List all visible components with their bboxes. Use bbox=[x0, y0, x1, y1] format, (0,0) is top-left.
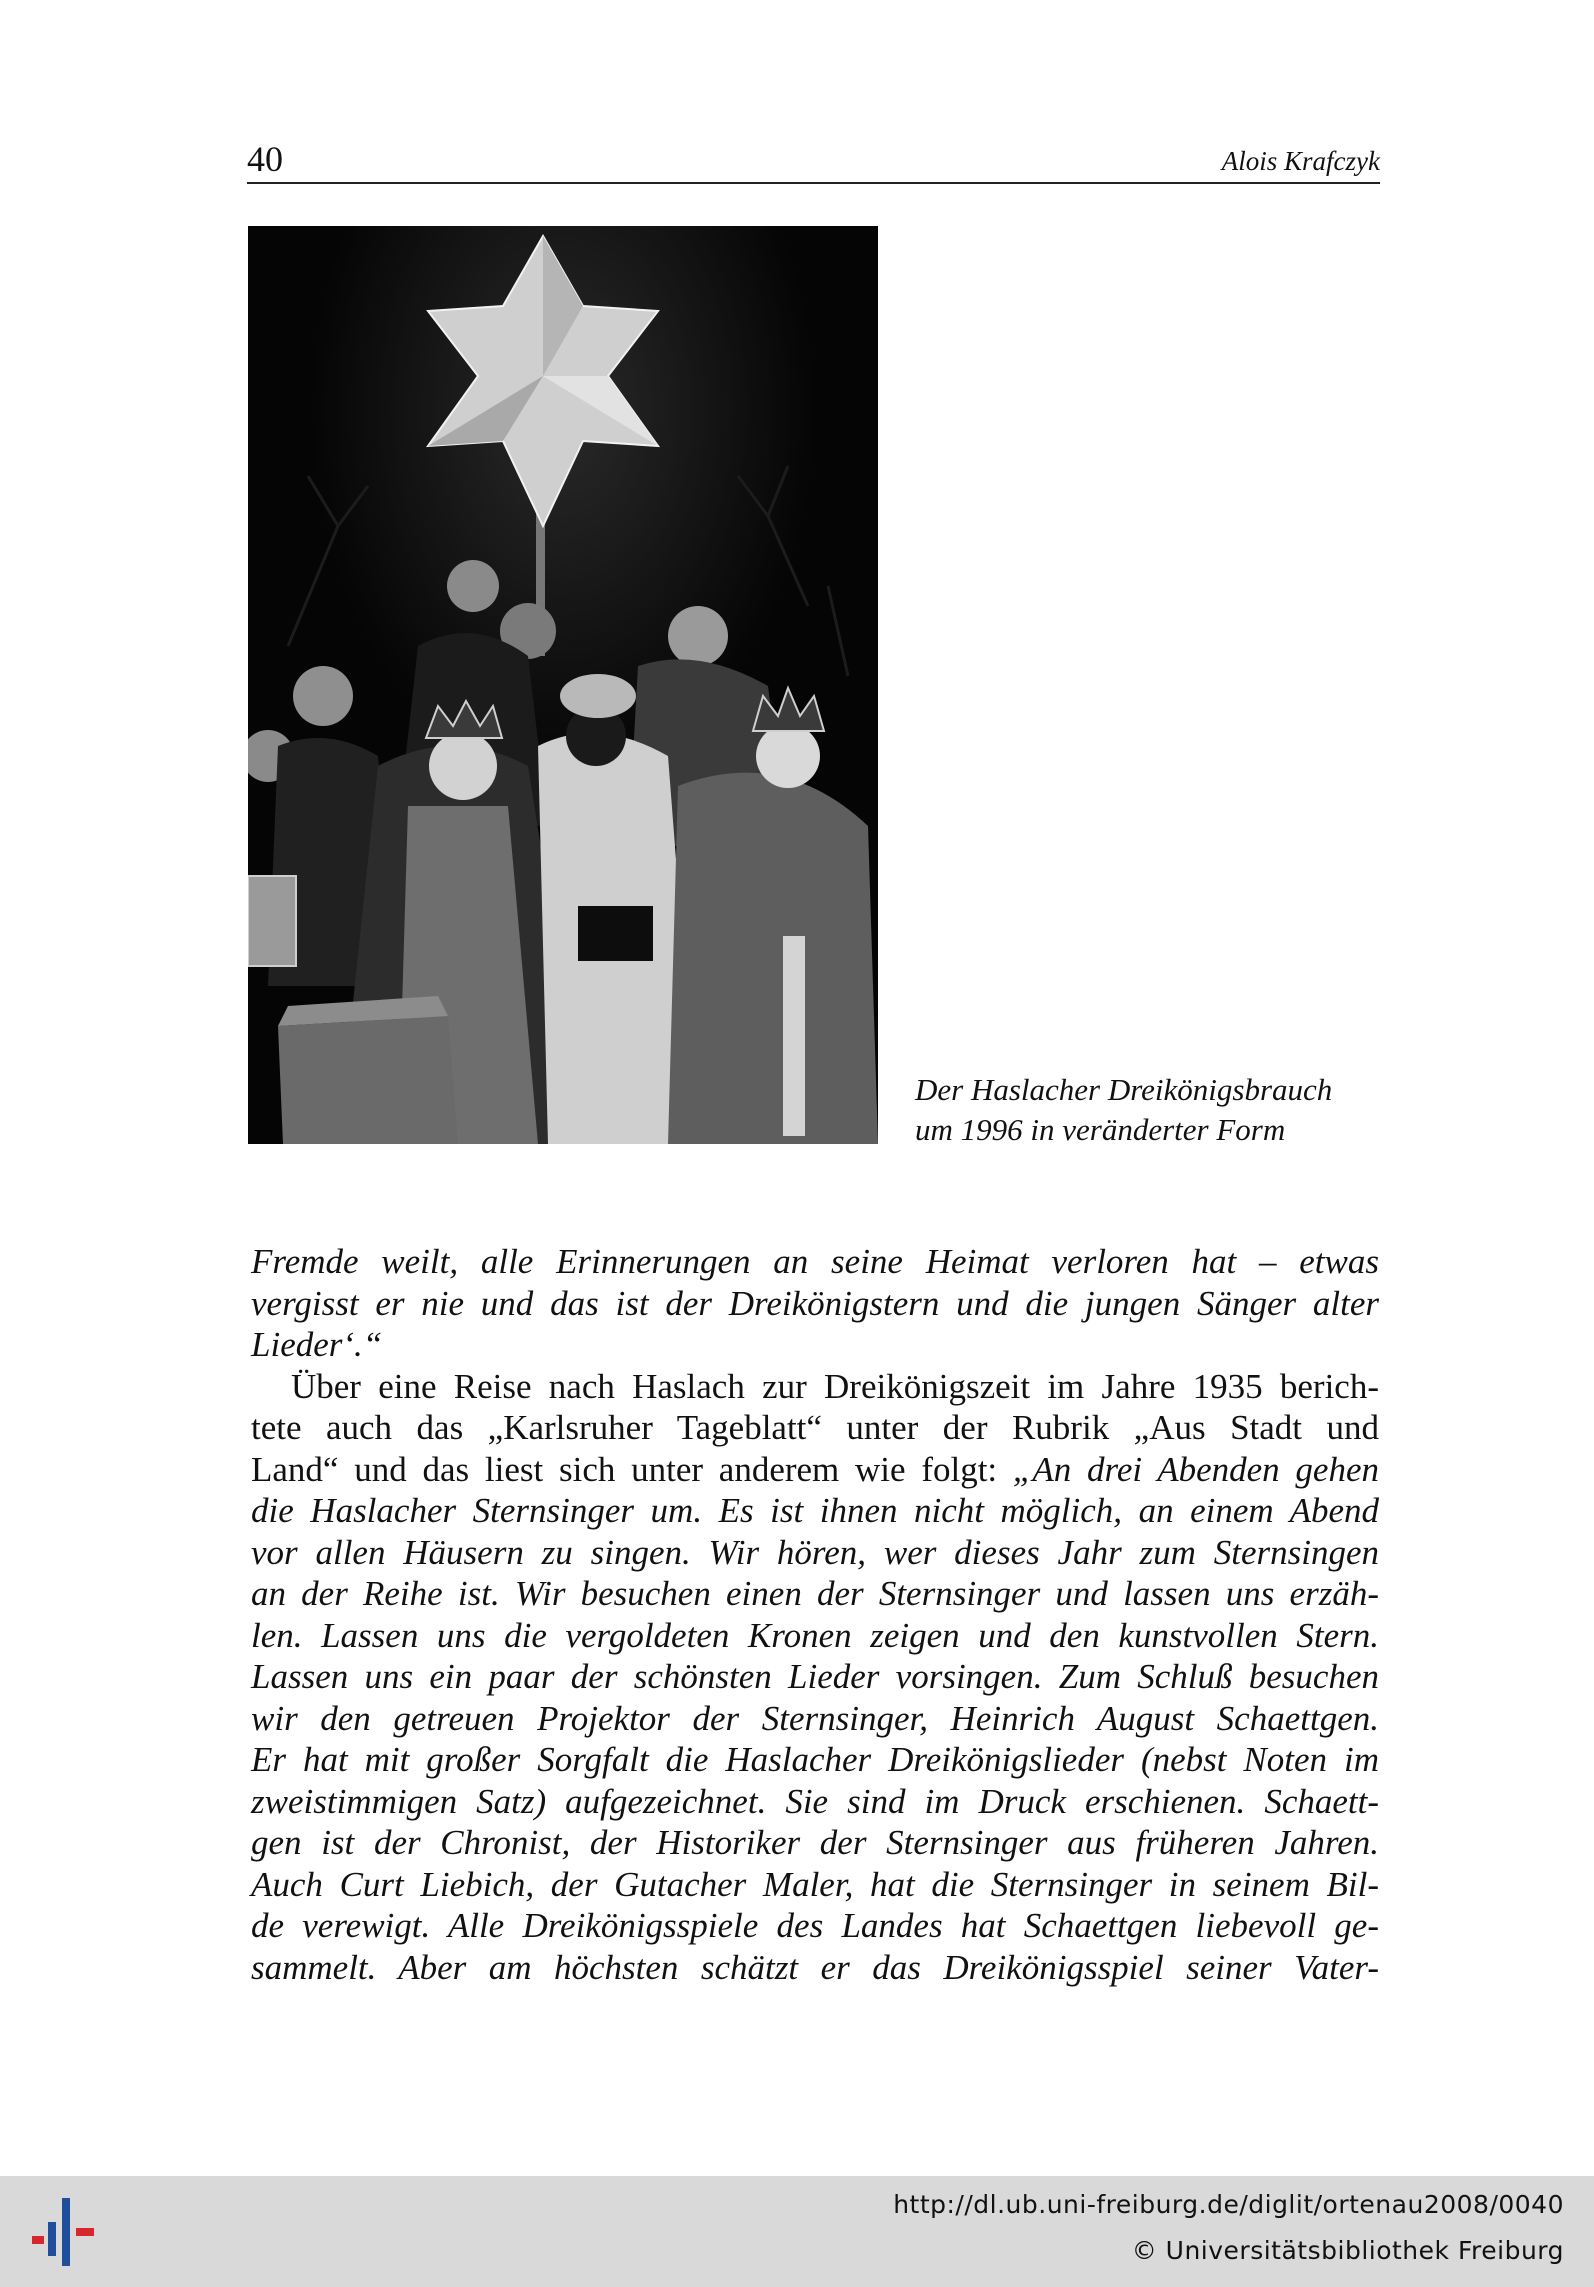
caption-line: um 1996 in veränderter Form bbox=[915, 1112, 1286, 1147]
body-line bbox=[251, 1490, 1379, 1532]
page-number: 40 bbox=[247, 139, 283, 179]
body-line bbox=[251, 1324, 1379, 1366]
body-line-text: tete auch das „Karlsruher Tageblatt“ unter der Rubrik „Aus Stadt und bbox=[251, 1408, 1379, 1447]
body-line bbox=[251, 1698, 1379, 1740]
body-line bbox=[251, 1573, 1379, 1615]
body-line-text: an der Reihe ist. Wir besuchen einen der Sternsinger und lassen uns erzäh- bbox=[251, 1574, 1379, 1613]
body-line bbox=[251, 1739, 1379, 1781]
body-line-text: de verewigt. Alle Dreikönigsspiele des Landes hat Schaettgen liebevoll ge- bbox=[251, 1906, 1379, 1945]
body-line bbox=[251, 1947, 1379, 1989]
header-rule bbox=[247, 182, 1380, 184]
body-line-text: die Haslacher Sternsinger um. Es ist ihnen nicht möglich, an einem Abend bbox=[251, 1491, 1379, 1530]
figure-photo bbox=[248, 226, 878, 1144]
body-line-text: Auch Curt Liebich, der Gutacher Maler, hat die Sternsinger in seinem Bil- bbox=[251, 1864, 1379, 1904]
body-line bbox=[251, 1449, 1379, 1491]
body-line bbox=[251, 1656, 1379, 1698]
body-line bbox=[251, 1407, 1379, 1449]
ub-freiburg-logo-icon bbox=[22, 2198, 102, 2266]
body-line-text: Er hat mit großer Sorgfalt die Haslacher Dreikönigslieder (nebst Noten im bbox=[251, 1740, 1379, 1779]
caption-line: Der Haslacher Dreikönigsbrauch bbox=[915, 1072, 1333, 1107]
body-line bbox=[251, 1532, 1379, 1574]
body-line bbox=[251, 1781, 1379, 1823]
body-line bbox=[251, 1905, 1379, 1947]
body-text bbox=[251, 1241, 1379, 1988]
body-line-text: zweistimmigen Satz) aufgezeichnet. Sie sind im Druck erschienen. Schaett- bbox=[251, 1781, 1379, 1821]
body-line-text: Lassen uns ein paar der schönsten Lieder vorsingen. Zum Schluß besuchen bbox=[251, 1657, 1379, 1696]
body-line-text: sammelt. Aber am höchsten schätzt er das Dreikönigsspiel seiner Vater- bbox=[251, 1947, 1379, 1987]
footer-copyright: © Universitätsbibliothek Freiburg bbox=[1131, 2236, 1564, 2265]
footer-bar bbox=[0, 2176, 1594, 2287]
body-line-text: Über eine Reise nach Haslach zur Dreikönigszeit im Jahre 1935 berich- bbox=[291, 1366, 1379, 1406]
body-line-text: vor allen Häusern zu singen. Wir hören, wer dieses Jahr zum Sternsingen bbox=[251, 1532, 1379, 1572]
body-line bbox=[251, 1615, 1379, 1657]
body-line-text: Lieder‘.“ bbox=[251, 1325, 383, 1364]
body-line bbox=[251, 1822, 1379, 1864]
body-line bbox=[251, 1366, 1379, 1408]
body-line-text: wir den getreuen Projektor der Sternsinger, Heinrich August Schaettgen. bbox=[251, 1698, 1379, 1738]
body-line-text: vergisst er nie und das ist der Dreikönigstern und die jungen Sänger alter bbox=[251, 1283, 1379, 1323]
running-head-author: Alois Krafczyk bbox=[1221, 146, 1380, 176]
body-line bbox=[251, 1864, 1379, 1906]
body-line-text: Fremde weilt, alle Erinnerungen an seine Heimat verloren hat – etwas bbox=[251, 1242, 1379, 1281]
footer-url-link[interactable]: http://dl.ub.uni-freiburg.de/diglit/ortenau2008/0040 bbox=[893, 2190, 1564, 2219]
body-line-text: gen ist der Chronist, der Historiker der Sternsinger aus früheren Jahren. bbox=[251, 1823, 1379, 1862]
body-line-text: len. Lassen uns die vergoldeten Kronen zeigen und den kunstvollen Stern. bbox=[251, 1615, 1379, 1655]
body-line bbox=[251, 1241, 1379, 1283]
body-line bbox=[251, 1283, 1379, 1325]
body-line-text: Land“ und das liest sich unter anderem wie folgt: bbox=[251, 1449, 1013, 1489]
figure-caption bbox=[915, 1070, 1385, 1150]
body-line-italic-text: „An drei Abenden gehen bbox=[1012, 1449, 1379, 1489]
photo-illustration bbox=[248, 226, 878, 1144]
